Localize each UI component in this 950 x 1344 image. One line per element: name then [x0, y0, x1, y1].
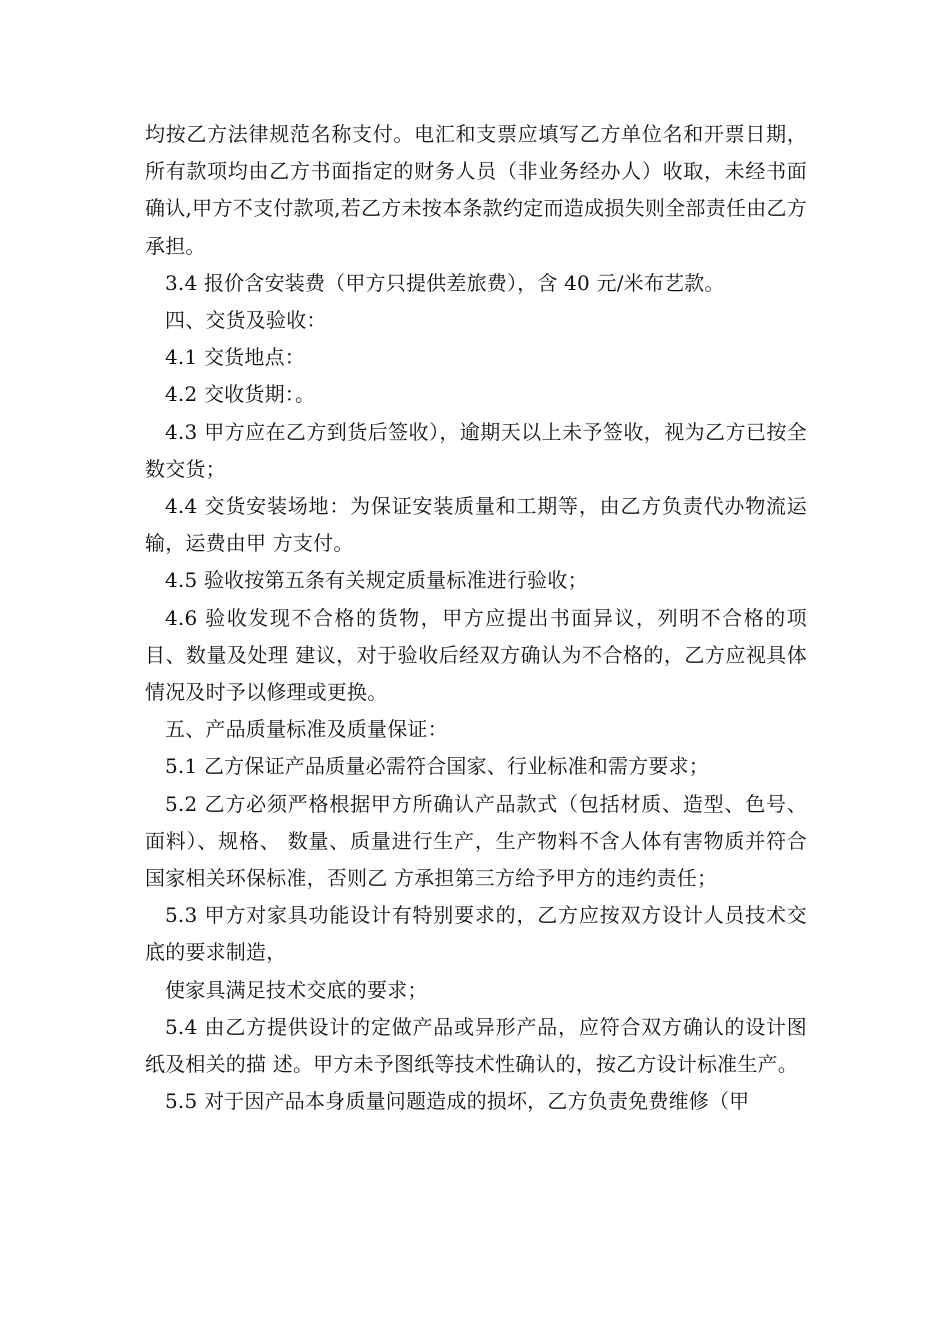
paragraph-4-5: 4.5 验收按第五条有关规定质量标准进行验收； — [165, 568, 588, 593]
paragraph-4-2: 4.2 交收货期：。 — [165, 382, 316, 407]
paragraph-4-3: 4.3 甲方应在乙方到货后签收），逾期天以上未予签收，视为乙方已按全数交货； — [145, 419, 807, 481]
paragraph-5-4: 5.4 由乙方提供设计的定做产品或异形产品，应符合双方确认的设计图纸及相关的描 述。甲方未予图纸等技术性确认的，按乙方设计标准生产。 — [145, 1014, 807, 1077]
document-body — [145, 116, 807, 1120]
paragraph-4-6: 4.6 验收发现不合格的货物，甲方应提出书面异议，列明不合格的项目、数量及处理 建议，对于验收后经双方确认为不合格的，乙方应视具体情况及时予以修理或更换。 — [145, 605, 807, 705]
paragraph-5-1: 5.1 乙方保证产品质量必需符合国家、行业标准和需方要求； — [165, 754, 709, 779]
paragraph-payment-terms: 均按乙方法律规范名称支付。电汇和支票应填写乙方单位名和开票日期，所有款项均由乙方书面指定的财务人员（非业务经办人）收取，未经书面确认,甲方不支付款项,若乙方未按本条款约定而造成损失则全部责任由乙方承担。 — [145, 122, 807, 258]
paragraph-5-5: 5.5 对于因产品本身质量问题造成的损坏，乙方负责免费维修（甲 — [165, 1089, 750, 1114]
section-heading-5: 五、产品质量标准及质量保证： — [165, 717, 448, 742]
section-heading-4: 四、交货及验收： — [165, 308, 327, 333]
paragraph-5-3-continued: 使家具满足技术交底的要求； — [165, 977, 428, 1002]
paragraph-5-2: 5.2 乙方必须严格根据甲方所确认产品款式（包括材质、造型、色号、面料）、规格、 数量、质量进行生产，生产物料不含人体有害物质并符合国家相关环保标准，否则乙 方承担第三方给予甲方的违约责任； — [145, 791, 807, 891]
paragraph-4-4: 4.4 交货安装场地：为保证安装质量和工期等，由乙方负责代办物流运输，运费由甲 方支付。 — [145, 494, 807, 556]
paragraph-4-1: 4.1 交货地点： — [165, 345, 305, 370]
paragraph-5-3: 5.3 甲方对家具功能设计有特别要求的，乙方应按双方设计人员技术交底的要求制造， — [145, 903, 807, 965]
paragraph-3-4: 3.4 报价含安装费（甲方只提供差旅费），含 40 元/米布艺款。 — [165, 270, 725, 295]
